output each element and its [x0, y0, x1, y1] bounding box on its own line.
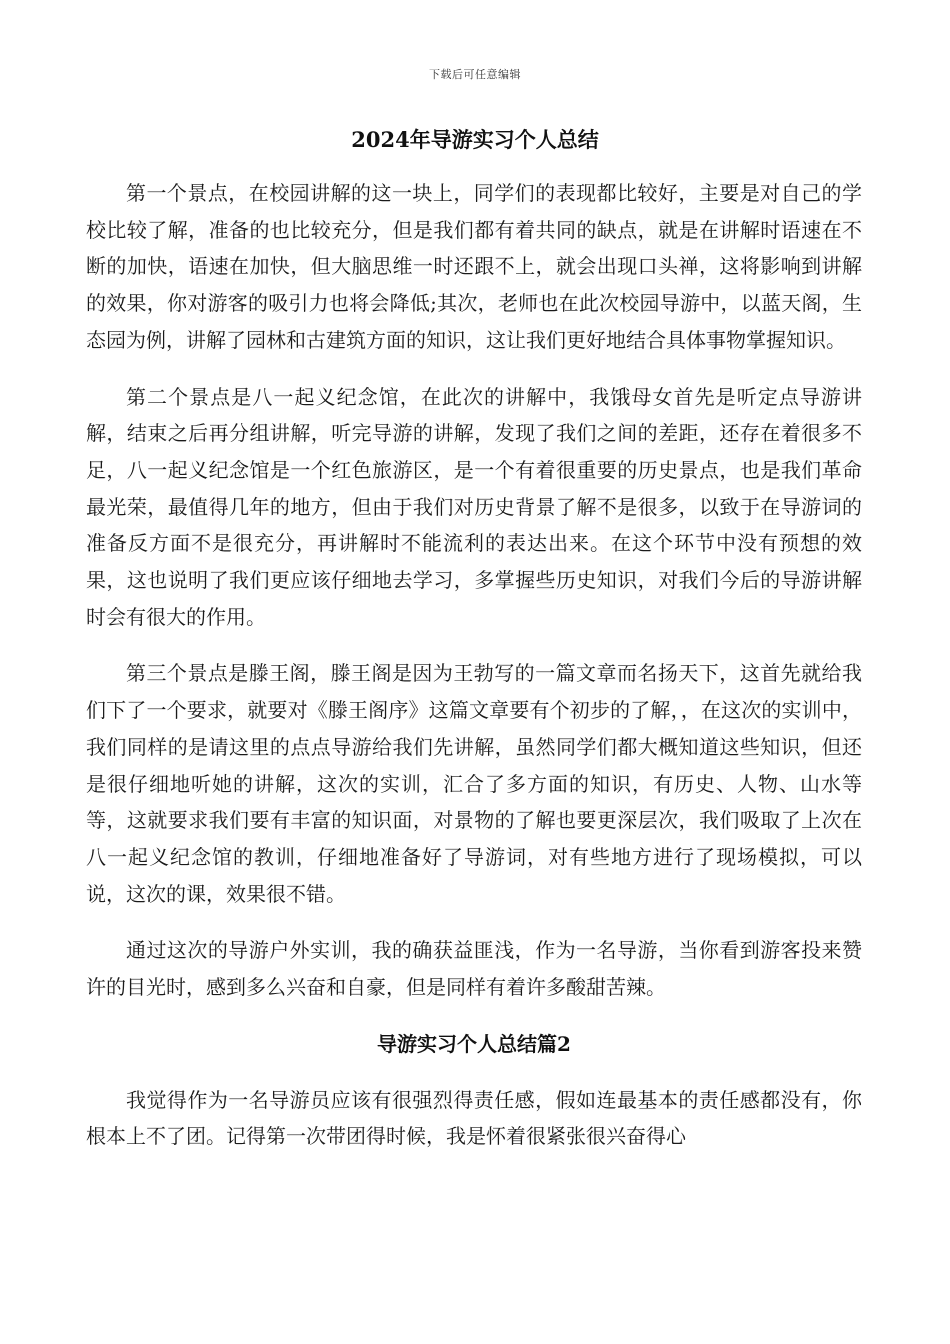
- document-title: 2024年导游实习个人总结: [351, 127, 599, 152]
- document-body: [86, 175, 862, 1175]
- section-title: 导游实习个人总结篇2: [377, 1031, 571, 1056]
- paragraph: 我觉得作为一名导游员应该有很强烈得责任感，假如连最基本的责任感都没有，你根本上不了团。记得第一次带团得时候，我是怀着很紧张很兴奋得心: [86, 1087, 862, 1149]
- paragraph: 通过这次的导游户外实训，我的确获益匪浅，作为一名导游，当你看到游客投来赞许的目光时，感到多么兴奋和自豪，但是同样有着许多酸甜苦辣。: [86, 938, 862, 1000]
- header-note: 下载后可任意编辑: [429, 68, 521, 81]
- paragraph: 第二个景点是八一起义纪念馆，在此次的讲解中，我饿母女首先是听定点导游讲解，结束之后再分组讲解，听完导游的讲解，发现了我们之间的差距，还存在着很多不足，八一起义纪念馆是一个红色旅游区，是一个有着很重要的历史景点，也是我们革命最光荣，最值得几年的地方，但由于我们对历史背景了解不是很多，以致于在导游词的准备反方面不是很充分，再讲解时不能流利的表达出来。在这个环节中没有预想的效果，这也说明了我们更应该仔细地去学习，多掌握些历史知识，对我们今后的导游讲解时会有很大的作用。: [86, 384, 862, 629]
- paragraph: 第三个景点是滕王阁，滕王阁是因为王勃写的一篇文章而名扬天下，这首先就给我们下了一个要求，就要对《滕王阁序》这篇文章要有个初步的了解，，在这次的实训中，我们同样的是请这里的点点导游给我们先讲解，虽然同学们都大概知道这些知识，但还是很仔细地听她的讲解，这次的实训，汇合了多方面的知识，有历史、人物、山水等等，这就要求我们要有丰富的知识面，对景物的了解也要更深层次，我们吸取了上次在八一起义纪念馆的教训，仔细地准备好了导游词，对有些地方进行了现场模拟，可以说，这次的课，效果很不错。: [86, 661, 862, 906]
- paragraph: 第一个景点，在校园讲解的这一块上，同学们的表现都比较好，主要是对自己的学校比较了解，准备的也比较充分，但是我们都有着共同的缺点，就是在讲解时语速在不断的加快，语速在加快，但大脑思维一时还跟不上，就会出现口头禅，这将影响到讲解的效果，你对游客的吸引力也将会降低;其次，老师也在此次校园导游中，以蓝天阁，生态园为例，讲解了园林和古建筑方面的知识，这让我们更好地结合具体事物掌握知识。: [86, 181, 862, 352]
